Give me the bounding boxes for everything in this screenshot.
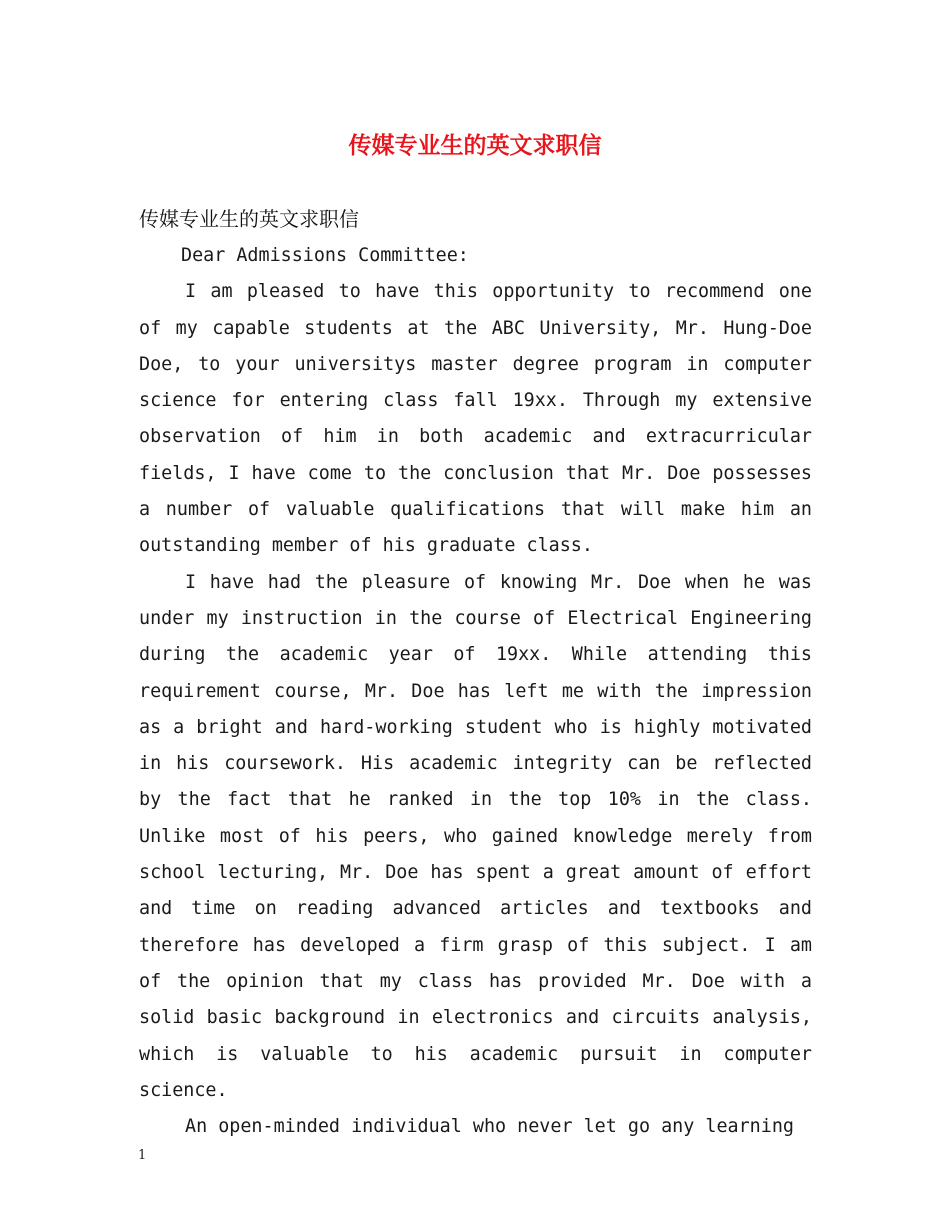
letter-paragraph: I have had the pleasure of knowing Mr. Doe when he was under my instruction in the course of Electrical Engineering during the academic year of 19xx. While attending this requirement course, Mr. Doe has left me with the impression as a bright and hard-working student who is highly motivated in his coursework. His academic integrity can be reflected by the fact that he ranked in the top 10% in the class. Unlike most of his peers, who gained knowledge merely from school lecturing, Mr. Doe has spent a great amount of effort and time on reading advanced articles and textbooks and therefore has developed a firm grasp of this subject. I am of the opinion that my class has provided Mr. Doe with a solid basic background in electronics and circuits analysis, which is valuable to his academic pursuit in computer science. [139, 571, 812, 1101]
letter-paragraph: I am pleased to have this opportunity to recommend one of my capable students at the ABC University, Mr. Hung-Doe Doe, to your universitys master degree program in computer science for entering class fall 19xx. Through my extensive observation of him in both academic and extracurricular fields, I have come to the conclusion that Mr. Doe possesses a number of valuable qualifications that will make him an outstanding member of his graduate class. [139, 281, 812, 557]
letter-body [139, 238, 812, 1145]
document-subtitle: 传媒专业生的英文求职信 [139, 207, 359, 231]
letter-salutation: Dear Admissions Committee: [181, 245, 469, 266]
page-number: 1 [138, 1148, 147, 1163]
page-title: 传媒专业生的英文求职信 [348, 132, 602, 159]
letter-paragraph: An open-minded individual who never let go any learning [185, 1116, 794, 1138]
